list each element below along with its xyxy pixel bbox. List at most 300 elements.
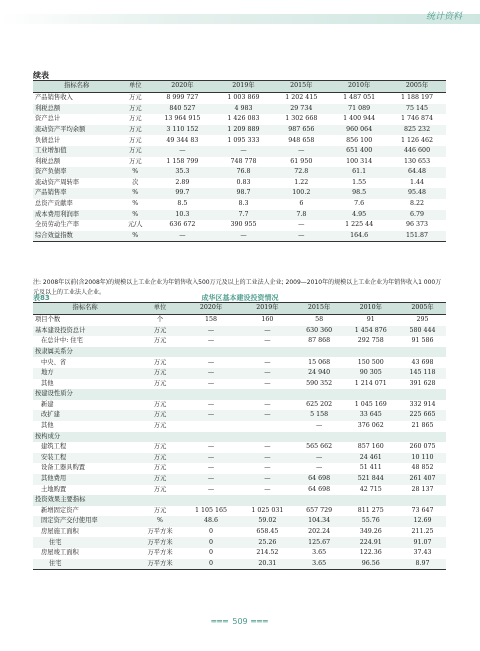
table-cell: — <box>183 368 239 379</box>
row-label: 其他费用 <box>33 474 137 485</box>
table-row <box>33 146 446 157</box>
table-cell: — <box>239 410 295 421</box>
table-cell: 万元 <box>137 474 183 485</box>
table-cell: 158 <box>205 316 218 324</box>
table-cell: 51 411 <box>359 464 382 472</box>
table-cell: 万元 <box>128 94 142 102</box>
table-cell: 15 068 <box>308 358 331 366</box>
table-cell: 万元 <box>153 422 167 430</box>
row-label: 负债总计 <box>35 136 61 144</box>
table-cell: 630 360 <box>296 326 343 337</box>
table-cell: 151.87 <box>388 231 446 242</box>
column-header: 2019年 <box>239 303 295 315</box>
table-cell: 28 137 <box>411 485 434 493</box>
table-cell: — <box>207 358 215 366</box>
table-cell: 1 045 169 <box>354 400 387 408</box>
table-cell: 0.83 <box>236 178 251 186</box>
table-cell: 130 653 <box>404 157 431 165</box>
table-cell: 64 698 <box>296 474 343 485</box>
row-label: 土地购置 <box>41 485 67 493</box>
table-cell: 748 778 <box>230 157 257 165</box>
table-cell: 64 698 <box>308 485 331 493</box>
table-cell: 8.3 <box>238 200 249 208</box>
table-cell: — <box>183 453 239 464</box>
table-cell: 万元 <box>128 136 142 144</box>
construction-investment-table <box>33 302 446 570</box>
table-cell: 1 202 415 <box>285 94 318 102</box>
table-cell: 万元 <box>120 125 150 136</box>
table-cell: 万元 <box>153 400 167 408</box>
table-cell: 21 865 <box>411 422 434 430</box>
row-label: 项目个数 <box>35 316 61 324</box>
table-cell: % <box>120 231 150 242</box>
table-cell: — <box>315 464 323 472</box>
table-cell: 948 658 <box>288 136 315 144</box>
table-cell: 4 983 <box>215 104 273 115</box>
table-cell: 857 160 <box>357 443 384 451</box>
table-row <box>33 453 446 464</box>
table-row <box>33 135 446 146</box>
table-cell: 73 647 <box>411 506 434 514</box>
row-label: 工业增加值 <box>33 146 120 157</box>
page-footer <box>0 617 480 626</box>
table-cell: 72.8 <box>272 167 330 178</box>
row-label: 新建 <box>41 400 54 408</box>
continued-label: 续表 <box>33 71 49 80</box>
table-cell: 565 662 <box>306 443 333 451</box>
table-cell: 122.36 <box>359 549 382 557</box>
table-cell: — <box>264 379 271 387</box>
table-cell: 261 407 <box>399 474 446 485</box>
section-label: 按建设性质分 <box>33 389 446 400</box>
table-cell <box>239 421 295 432</box>
row-label: 建筑工程 <box>41 443 67 451</box>
table-cell: 55.76 <box>343 516 399 527</box>
table-cell: 43 698 <box>411 358 434 366</box>
table-cell: 657 729 <box>306 506 333 514</box>
table-row <box>33 506 446 517</box>
table-row <box>33 210 446 221</box>
table-cell: 825 232 <box>388 125 446 136</box>
table-cell: 91.07 <box>399 537 446 548</box>
table-row <box>33 167 446 178</box>
table-cell: 1 105 165 <box>195 506 228 514</box>
table-cell: 0 <box>209 528 214 536</box>
row-label: 在总计中: 住宅 <box>41 337 83 345</box>
table-cell: — <box>296 453 343 464</box>
table-cell: 1 003 869 <box>227 94 260 102</box>
table-row <box>33 315 446 326</box>
table-cell: — <box>183 326 239 337</box>
table-cell: 7.6 <box>354 200 365 208</box>
section-row <box>33 495 446 506</box>
row-label: 地方 <box>33 368 137 379</box>
table-cell: 万平方米 <box>147 528 173 536</box>
column-header-name: 指标名称 <box>33 303 137 315</box>
table-cell: 125.67 <box>296 537 343 548</box>
table-cell: 7.8 <box>272 210 330 221</box>
row-label: 产品销售率 <box>33 188 120 199</box>
section-label: 按隶属关系分 <box>33 347 446 358</box>
row-label: 房屋施工面积 <box>41 528 79 536</box>
table-cell: 349.26 <box>359 528 382 536</box>
table-cell: 1.55 <box>352 178 367 186</box>
table-cell: 1 426 083 <box>227 115 260 123</box>
table-cell: 100.2 <box>272 188 330 199</box>
table-cell: 292 758 <box>357 337 384 345</box>
table-cell: 33 645 <box>343 410 399 421</box>
row-label: 基本建设投资总计 <box>33 326 137 337</box>
table-cell: % <box>120 167 150 178</box>
table-cell: 万元 <box>120 104 150 115</box>
table-cell: — <box>264 400 271 408</box>
table-cell: 万平方米 <box>137 537 183 548</box>
table-cell: 个 <box>156 316 164 324</box>
table-cell: 260 075 <box>409 443 436 451</box>
table-row <box>33 421 446 432</box>
table-cell: 224.91 <box>343 537 399 548</box>
table-cell: 99.7 <box>150 188 214 199</box>
table-row <box>33 104 446 115</box>
table-cell: 8.5 <box>177 200 188 208</box>
row-label: 中央、省 <box>41 358 67 366</box>
table-row <box>33 442 446 453</box>
table-row <box>33 410 446 421</box>
table-cell: 42 715 <box>359 485 382 493</box>
table-cell: — <box>239 474 295 485</box>
table-cell: 元/人 <box>127 221 143 229</box>
table-cell: 万元 <box>153 485 167 493</box>
table-cell: 万元 <box>153 506 167 514</box>
column-header: 2019年 <box>215 81 273 93</box>
table-cell: 0 <box>183 537 239 548</box>
table-cell: — <box>215 231 273 242</box>
table-cell: 万元 <box>153 358 167 366</box>
table-cell: 49 344 83 <box>166 136 199 144</box>
table-cell: 20.31 <box>239 559 295 570</box>
table-row <box>33 199 446 210</box>
table-cell: 100 314 <box>346 157 373 165</box>
table-cell: — <box>272 146 330 157</box>
table-cell: 64.48 <box>388 167 446 178</box>
section-label: 投资效果主要指标 <box>33 495 446 506</box>
table-cell: 98.5 <box>330 188 388 199</box>
table-cell: 376 062 <box>357 422 384 430</box>
table-cell: 0 <box>183 559 239 570</box>
table-cell: 3.65 <box>296 559 343 570</box>
table-cell: 6 <box>299 200 304 208</box>
table-cell: 856 100 <box>346 136 373 144</box>
footer-ornament-right: ═══ <box>247 617 269 626</box>
row-label: 设备工器具购置 <box>41 464 86 472</box>
table-cell: — <box>298 221 305 229</box>
table-row <box>33 125 446 136</box>
table-cell: 1 126 462 <box>401 136 434 144</box>
table-cell: 91 <box>366 316 375 324</box>
table-row <box>33 368 446 379</box>
table-cell: 580 444 <box>399 326 446 337</box>
row-label: 新增固定资产 <box>41 506 79 514</box>
table-cell: 万平方米 <box>147 549 173 557</box>
page-number: 509 <box>232 617 248 626</box>
table-cell: 58 <box>315 316 324 324</box>
column-header: 2010年 <box>343 303 399 315</box>
column-header: 2015年 <box>272 81 330 93</box>
table-cell: 71 089 <box>330 104 388 115</box>
table-row <box>33 231 446 242</box>
table-cell: — <box>315 422 323 430</box>
table-row <box>33 188 446 199</box>
table-cell: — <box>264 443 271 451</box>
table-cell <box>183 421 239 432</box>
table-cell: 万元 <box>120 146 150 157</box>
table-cell: 万元 <box>153 464 167 472</box>
table-cell: 12.69 <box>399 516 446 527</box>
table-cell: 211.25 <box>411 528 434 536</box>
table-cell: — <box>207 400 215 408</box>
table-cell: 87 868 <box>308 337 331 345</box>
table-cell: 1 095 333 <box>227 136 260 144</box>
table-cell: 390 955 <box>230 221 257 229</box>
table-cell: 636 672 <box>169 221 196 229</box>
table-cell: 202.24 <box>308 528 331 536</box>
table-cell: 90 305 <box>343 368 399 379</box>
column-header: 2005年 <box>399 303 446 315</box>
table-cell: 96.56 <box>343 559 399 570</box>
table-cell: 万元 <box>153 337 167 345</box>
table-cell: 29 734 <box>272 104 330 115</box>
table-cell: 61 950 <box>290 157 313 165</box>
row-label: 综合效益指数 <box>33 231 120 242</box>
table-cell: 万元 <box>128 115 142 123</box>
table-cell: 1 302 668 <box>285 115 318 123</box>
column-header: 单位 <box>120 81 150 93</box>
table-row <box>33 527 446 538</box>
table-cell: 1 214 071 <box>354 379 387 387</box>
table-cell: — <box>239 453 295 464</box>
table-cell: — <box>150 146 214 157</box>
table-cell: — <box>207 337 215 345</box>
column-header: 单位 <box>137 303 183 315</box>
table-cell: 76.8 <box>215 167 273 178</box>
table-cell: — <box>150 231 214 242</box>
table-cell: % <box>132 200 139 208</box>
table-row <box>33 379 446 390</box>
row-label: 资产负债率 <box>33 167 120 178</box>
row-label: 固定资产交付使用率 <box>33 516 137 527</box>
row-label: 利税总额 <box>35 157 61 165</box>
table-row <box>33 336 446 347</box>
table-cell: 150 500 <box>357 358 384 366</box>
table-number: 表83 <box>33 294 50 302</box>
table-cell: 987 656 <box>272 125 330 136</box>
table-cell: 960 064 <box>330 125 388 136</box>
table-cell: 446 600 <box>388 146 446 157</box>
table-cell: 1 487 051 <box>343 94 376 102</box>
table-row <box>33 548 446 559</box>
table-cell: 7.7 <box>215 210 273 221</box>
table-cell: 1 746 874 <box>401 115 434 123</box>
table-cell: 35.3 <box>150 167 214 178</box>
table-cell: 万元 <box>137 326 183 337</box>
table-row <box>33 485 446 496</box>
row-label: 改扩建 <box>33 410 137 421</box>
column-header: 2020年 <box>183 303 239 315</box>
section-row <box>33 347 446 358</box>
table-cell: 96 373 <box>406 221 429 229</box>
header-band <box>0 14 480 24</box>
table-cell: 48.6 <box>183 516 239 527</box>
table-header-row <box>33 303 446 315</box>
table-cell: 8 999 727 <box>166 94 199 102</box>
page-header <box>0 0 480 30</box>
table-row <box>33 220 446 231</box>
table-row <box>33 537 446 548</box>
table-cell: 次 <box>132 178 139 186</box>
table-cell: 10 110 <box>399 453 446 464</box>
section-row <box>33 389 446 400</box>
table-cell: 61.1 <box>330 167 388 178</box>
table-row <box>33 559 446 570</box>
section-label: 统计资料 <box>425 12 462 22</box>
row-label: 资产总计 <box>35 115 61 123</box>
table-cell: 万元 <box>137 453 183 464</box>
table-cell: 1.44 <box>410 178 425 186</box>
table-cell: 332 914 <box>409 400 436 408</box>
table-row <box>33 357 446 368</box>
table-row <box>33 93 446 104</box>
table-cell: — <box>239 326 295 337</box>
table-cell: 1 400 944 <box>343 115 376 123</box>
table-row <box>33 326 446 337</box>
table-cell: 59.02 <box>239 516 295 527</box>
table-cell: 95.48 <box>388 188 446 199</box>
table-cell: 6.79 <box>388 210 446 221</box>
table-cell: 4.95 <box>330 210 388 221</box>
row-label: 总资产贡献率 <box>35 200 73 208</box>
table-cell: 24 461 <box>343 453 399 464</box>
column-header: 2010年 <box>330 81 388 93</box>
row-label: 成本费用利润率 <box>33 210 120 221</box>
table-cell: 521 844 <box>343 474 399 485</box>
table-row <box>33 474 446 485</box>
table-cell: 37.43 <box>413 549 432 557</box>
table-cell: 91 586 <box>411 337 434 345</box>
table-cell: — <box>207 443 215 451</box>
table-cell: % <box>120 188 150 199</box>
column-header: 2020年 <box>150 81 214 93</box>
table-cell: 万元 <box>137 368 183 379</box>
table-cell: — <box>207 464 215 472</box>
table-row <box>33 516 446 527</box>
table-note: 注: 2008年以前(含2008年)的规模以上工业企业为年销售收入500万元及以上的工业法人企业; 2009—2010年的规模以上工业企业为年销售收入1 000万元及以上的工业法人企业。 <box>33 279 442 296</box>
industrial-indicators-table <box>33 80 446 242</box>
table-cell: 万元 <box>153 379 167 387</box>
column-header: 2005年 <box>388 81 446 93</box>
table-cell: — <box>183 474 239 485</box>
table-cell: — <box>183 410 239 421</box>
row-label: 产品销售收入 <box>35 94 73 102</box>
table-cell: 5 158 <box>296 410 343 421</box>
table-cell: — <box>207 379 215 387</box>
table-cell: — <box>264 358 271 366</box>
table-row <box>33 157 446 168</box>
table-cell: 164.6 <box>330 231 388 242</box>
table-cell: — <box>239 368 295 379</box>
column-header: 2015年 <box>296 303 343 315</box>
table-cell: 75 145 <box>388 104 446 115</box>
table-cell: 651 400 <box>330 146 388 157</box>
table-cell: % <box>137 516 183 527</box>
table-cell: 25.26 <box>239 537 295 548</box>
table-cell: 万元 <box>137 410 183 421</box>
row-label: 安装工程 <box>33 453 137 464</box>
table-row <box>33 400 446 411</box>
table-title: 成华区基本建设投资情况 <box>201 294 279 302</box>
table-cell: 0 <box>209 549 214 557</box>
row-label: 住宅 <box>33 559 137 570</box>
table-cell: 104.34 <box>296 516 343 527</box>
table-cell: 3 110 152 <box>150 125 214 136</box>
table-cell: 万元 <box>128 157 142 165</box>
table-cell: 3.65 <box>312 549 327 557</box>
table-cell: 万平方米 <box>137 559 183 570</box>
table-cell: 1 158 799 <box>166 157 199 165</box>
table-cell: 1 454 876 <box>343 326 399 337</box>
table-cell: 13 964 915 <box>164 115 201 123</box>
table-cell: 8.22 <box>410 200 425 208</box>
table-cell: 160 <box>261 316 274 324</box>
table-cell: — <box>215 146 273 157</box>
table-cell: 145 118 <box>399 368 446 379</box>
table-cell: 2.89 <box>175 178 190 186</box>
table-cell: 1 025 031 <box>251 506 284 514</box>
table-cell: 811 275 <box>357 506 384 514</box>
row-label: 其他 <box>41 379 54 387</box>
table-row <box>33 463 446 474</box>
row-label: 利税总额 <box>33 104 120 115</box>
table-cell: — <box>264 485 271 493</box>
table-cell: — <box>264 464 271 472</box>
column-header-name: 指标名称 <box>33 81 120 93</box>
table-cell: 98.7 <box>215 188 273 199</box>
row-label: 流动资产平均余额 <box>33 125 120 136</box>
table-row <box>33 178 446 189</box>
table-row <box>33 114 446 125</box>
section-label: 按构成分 <box>33 432 446 443</box>
table-cell: 658.45 <box>256 528 279 536</box>
table-cell: 214.52 <box>256 549 279 557</box>
table-cell: 1 225 44 <box>345 221 374 229</box>
row-label: 流动资产周转率 <box>35 178 80 186</box>
table-cell: 840 527 <box>150 104 214 115</box>
table-cell: 625 202 <box>306 400 333 408</box>
row-label: 住宅 <box>33 537 137 548</box>
table-cell: 1.22 <box>294 178 309 186</box>
table-cell: — <box>207 485 215 493</box>
table-cell: 万元 <box>153 443 167 451</box>
table-cell: 590 352 <box>306 379 333 387</box>
row-label: 其他 <box>41 422 54 430</box>
table-cell: 10.3 <box>150 210 214 221</box>
section-row <box>33 432 446 443</box>
table-cell: 295 <box>416 316 429 324</box>
table-cell: 1 188 197 <box>401 94 434 102</box>
table-cell: — <box>272 231 330 242</box>
table-cell: 225 665 <box>399 410 446 421</box>
table-header-row <box>33 81 446 93</box>
table-cell: 1 209 889 <box>215 125 273 136</box>
